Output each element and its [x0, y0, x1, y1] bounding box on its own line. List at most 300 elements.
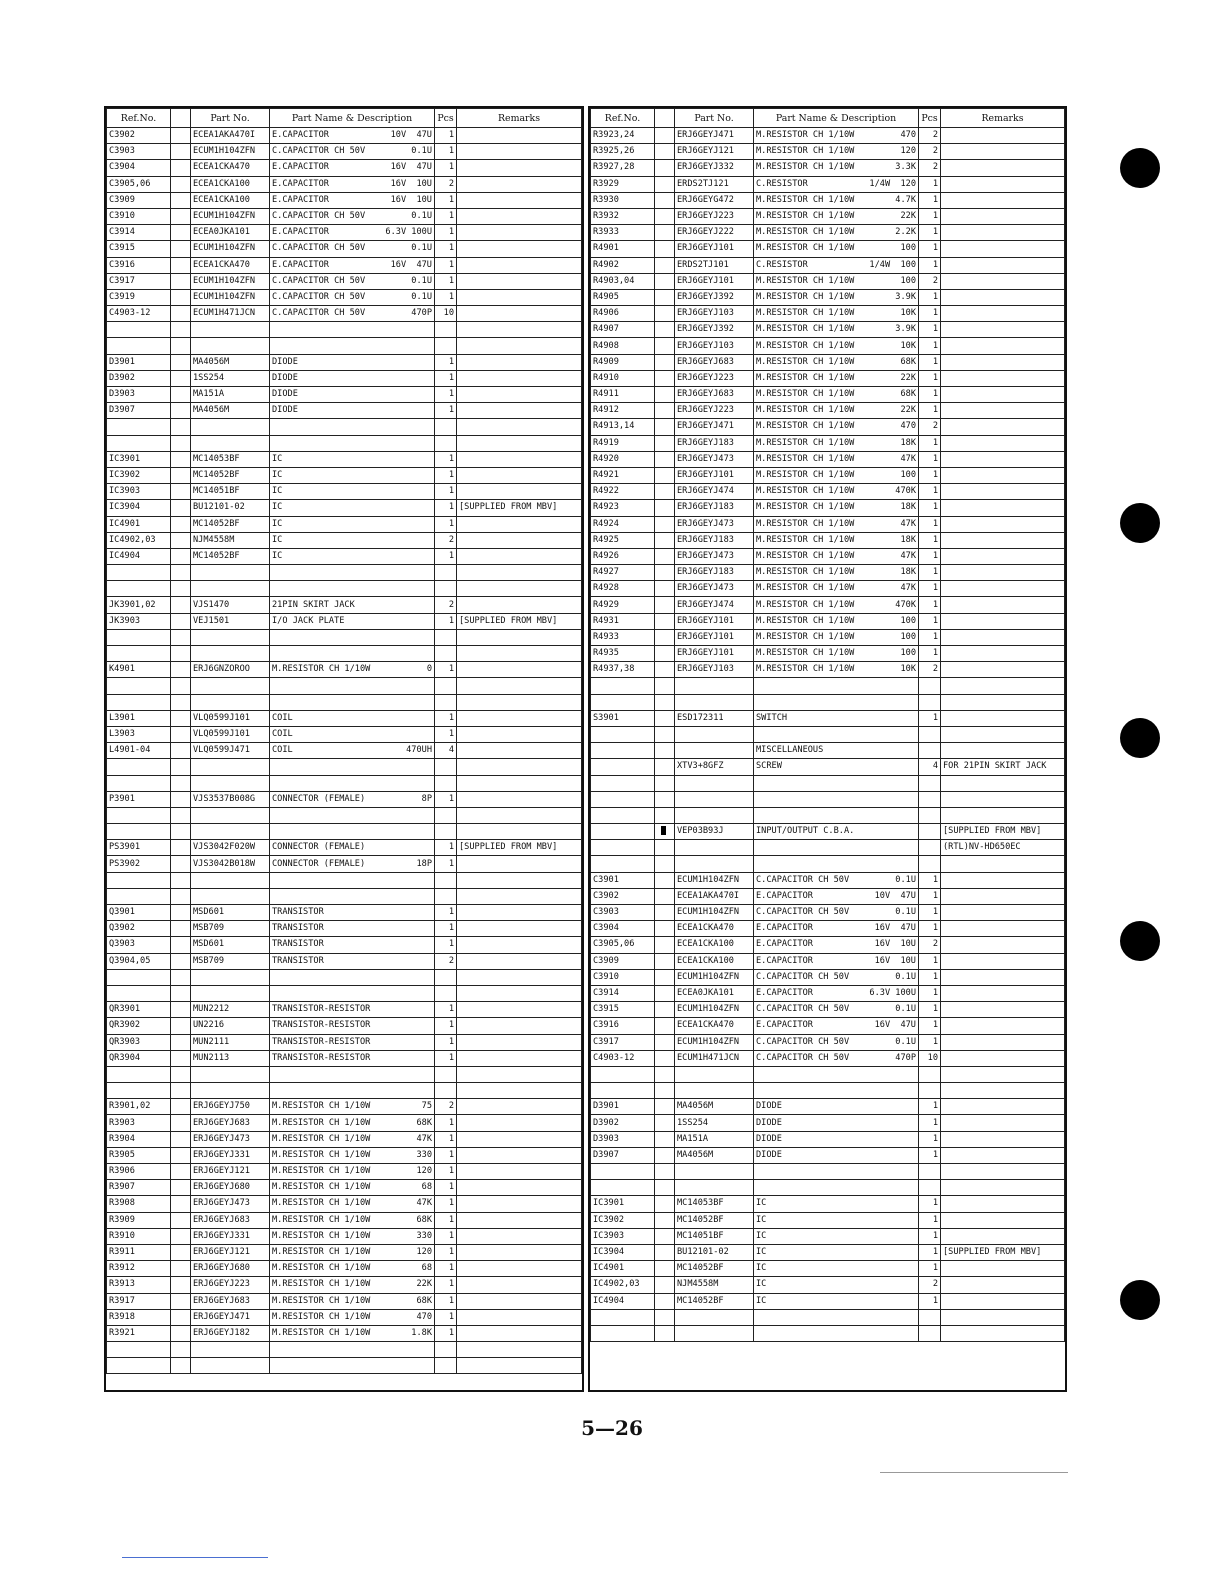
pcs-cell: 1: [919, 516, 941, 532]
table-row: [591, 775, 1065, 791]
remarks-cell: [457, 807, 582, 823]
mark-cell: [655, 208, 675, 224]
pcs-cell: 1: [435, 921, 457, 937]
description-value: 18K: [900, 567, 916, 578]
ref-no-cell: [591, 1083, 655, 1099]
ref-no-cell: C3903: [107, 144, 171, 160]
mark-cell: [171, 1325, 191, 1341]
part-no-cell: ERJ6GEYJ223: [675, 208, 754, 224]
remarks-cell: [457, 1002, 582, 1018]
ref-no-cell: [107, 872, 171, 888]
remarks-cell: [457, 888, 582, 904]
ref-no-cell: R4933: [591, 629, 655, 645]
remarks-cell: [457, 176, 582, 192]
ref-no-cell: R3905: [107, 1147, 171, 1163]
description-cell: [754, 1244, 919, 1260]
part-no-cell: ECEA1CKA470: [191, 257, 270, 273]
description-value: 120: [900, 146, 916, 157]
table-row: [107, 888, 582, 904]
part-no-cell: MUN2212: [191, 1002, 270, 1018]
description-name: M.RESISTOR CH 1/10W: [272, 664, 371, 675]
description-value: 470: [900, 421, 916, 432]
remarks-cell: [457, 306, 582, 322]
description-cell: [270, 629, 435, 645]
ref-no-cell: D3902: [107, 370, 171, 386]
description-value: 47K: [416, 1133, 432, 1144]
description-cell: [270, 1131, 435, 1147]
description-name: M.RESISTOR CH 1/10W: [272, 1133, 371, 1144]
part-no-cell: ECEA0JKA101: [191, 225, 270, 241]
mark-cell: [171, 872, 191, 888]
description-name: M.RESISTOR CH 1/10W: [756, 291, 855, 302]
part-no-cell: ERJ6GEYJ683: [191, 1293, 270, 1309]
ref-no-cell: R3910: [107, 1228, 171, 1244]
part-no-cell: ECUM1H104ZFN: [191, 241, 270, 257]
pcs-cell: [919, 1066, 941, 1082]
pcs-cell: 1: [919, 597, 941, 613]
mark-cell: [171, 985, 191, 1001]
description-cell: [754, 548, 919, 564]
part-no-cell: [191, 322, 270, 338]
part-no-cell: VJS3537B008G: [191, 791, 270, 807]
ref-no-cell: IC3902: [107, 467, 171, 483]
mark-cell: [655, 548, 675, 564]
pcs-cell: [435, 969, 457, 985]
mark-cell: [655, 1018, 675, 1034]
description-name: IC: [272, 550, 283, 561]
mark-cell: [171, 532, 191, 548]
description-value: 100: [900, 648, 916, 659]
ref-no-cell: [591, 856, 655, 872]
mark-cell: [171, 1018, 191, 1034]
description-cell: [270, 322, 435, 338]
ref-no-cell: [107, 419, 171, 435]
description-cell: [270, 743, 435, 759]
ref-no-cell: IC4902,03: [591, 1277, 655, 1293]
table-header: [591, 109, 1065, 128]
part-no-cell: VLQ0599J101: [191, 726, 270, 742]
part-no-cell: [191, 759, 270, 775]
remarks-cell: [457, 338, 582, 354]
description-name: C.CAPACITOR CH 50V: [756, 1052, 850, 1063]
description-cell: [270, 597, 435, 613]
description-cell: [270, 1115, 435, 1131]
remarks-cell: [941, 289, 1065, 305]
mark-cell: [655, 289, 675, 305]
description-name: E.CAPACITOR: [272, 194, 329, 205]
description-value: 1/4W 100: [869, 259, 916, 270]
remarks-cell: [457, 565, 582, 581]
description-value: 3.9K: [895, 324, 916, 335]
description-name: SWITCH: [756, 712, 788, 723]
mark-cell: [171, 905, 191, 921]
mark-cell: [171, 484, 191, 500]
ref-no-cell: R3929: [591, 176, 655, 192]
description-name: M.RESISTOR CH 1/10W: [272, 1279, 371, 1290]
description-cell: [270, 775, 435, 791]
part-no-cell: ERJ6GEYJ101: [675, 273, 754, 289]
description-name: TRANSISTOR-RESISTOR: [272, 1004, 371, 1015]
pcs-cell: 1: [435, 241, 457, 257]
mark-cell: [655, 646, 675, 662]
mark-cell: [655, 516, 675, 532]
remarks-cell: [941, 354, 1065, 370]
description-cell: [270, 1002, 435, 1018]
description-name: M.RESISTOR CH 1/10W: [756, 664, 855, 675]
pcs-cell: 1: [435, 289, 457, 305]
mark-cell: [171, 1050, 191, 1066]
description-value: 16V 47U: [874, 1020, 916, 1031]
ref-no-cell: [591, 743, 655, 759]
pcs-cell: 1: [435, 1196, 457, 1212]
mark-cell: [171, 824, 191, 840]
part-no-cell: [191, 775, 270, 791]
table-row: [107, 953, 582, 969]
description-name: M.RESISTOR CH 1/10W: [272, 1149, 371, 1160]
mark-cell: [655, 273, 675, 289]
table-row: [591, 565, 1065, 581]
remarks-cell: [941, 1180, 1065, 1196]
ref-no-cell: IC3903: [107, 484, 171, 500]
remarks-cell: [941, 403, 1065, 419]
table-row: [591, 759, 1065, 775]
mark-cell: [171, 565, 191, 581]
pcs-cell: 1: [919, 1261, 941, 1277]
mark-cell: [655, 759, 675, 775]
ref-no-cell: [107, 581, 171, 597]
mark-cell: [655, 128, 675, 144]
ref-no-cell: Q3901: [107, 905, 171, 921]
pcs-cell: [435, 1358, 457, 1374]
part-no-cell: ECEA1CKA100: [191, 192, 270, 208]
description-cell: [754, 306, 919, 322]
pcs-cell: 1: [435, 662, 457, 678]
description-cell: [754, 289, 919, 305]
description-name: M.RESISTOR CH 1/10W: [756, 194, 855, 205]
pcs-cell: 2: [919, 419, 941, 435]
mark-cell: [655, 1212, 675, 1228]
ref-no-cell: C3902: [107, 128, 171, 144]
pcs-cell: 1: [435, 710, 457, 726]
pcs-cell: [919, 726, 941, 742]
mark-cell: [171, 1196, 191, 1212]
pcs-cell: 1: [919, 969, 941, 985]
remarks-cell: [941, 128, 1065, 144]
mark-cell: [171, 144, 191, 160]
remarks-cell: [457, 1147, 582, 1163]
remarks-cell: [941, 743, 1065, 759]
remarks-cell: [941, 1002, 1065, 1018]
description-cell: [754, 257, 919, 273]
part-no-cell: ERJ6GEYJ223: [675, 370, 754, 386]
part-no-cell: ERJ6GEYJ103: [675, 662, 754, 678]
mark-cell: [655, 710, 675, 726]
pcs-cell: [435, 322, 457, 338]
table-row: [107, 532, 582, 548]
mark-cell: [655, 241, 675, 257]
table-row: [107, 856, 582, 872]
description-value: 330: [416, 1149, 432, 1160]
description-cell: [270, 467, 435, 483]
table-row: [591, 1115, 1065, 1131]
part-no-cell: ECEA1CKA470: [675, 921, 754, 937]
ref-no-cell: R4922: [591, 484, 655, 500]
part-no-cell: VJS3042B018W: [191, 856, 270, 872]
table-row: [107, 1293, 582, 1309]
pcs-cell: [435, 888, 457, 904]
description-cell: [270, 872, 435, 888]
mark-cell: [655, 1131, 675, 1147]
description-value: 0.1U: [411, 291, 432, 302]
description-cell: [754, 759, 919, 775]
pcs-cell: [435, 807, 457, 823]
remarks-cell: [941, 419, 1065, 435]
part-no-cell: ECUM1H104ZFN: [675, 872, 754, 888]
pcs-cell: 1: [919, 1131, 941, 1147]
ref-no-cell: QR3903: [107, 1034, 171, 1050]
mark-cell: [171, 581, 191, 597]
table-row: [107, 985, 582, 1001]
description-cell: [754, 840, 919, 856]
remarks-cell: [941, 629, 1065, 645]
remarks-cell: [941, 646, 1065, 662]
pcs-cell: 1: [435, 856, 457, 872]
description-cell: [270, 905, 435, 921]
table-row: [107, 937, 582, 953]
mark-cell: [171, 354, 191, 370]
ref-no-cell: [107, 888, 171, 904]
description-cell: [270, 128, 435, 144]
part-no-cell: 1SS254: [191, 370, 270, 386]
mark-cell: [655, 937, 675, 953]
part-no-cell: ERJ6GEYJ101: [675, 629, 754, 645]
mark-cell: [655, 225, 675, 241]
part-no-cell: ERJ6GEYJ680: [191, 1180, 270, 1196]
description-cell: [270, 1066, 435, 1082]
table-row: [107, 289, 582, 305]
mark-cell: [171, 1277, 191, 1293]
table-row: [591, 840, 1065, 856]
description-cell: [270, 516, 435, 532]
mark-cell: [171, 225, 191, 241]
description-cell: [754, 1066, 919, 1082]
pcs-cell: [435, 775, 457, 791]
mark-cell: [655, 354, 675, 370]
table-row: [591, 548, 1065, 564]
part-no-cell: BU12101-02: [191, 500, 270, 516]
description-value: 47K: [900, 550, 916, 561]
description-cell: [754, 208, 919, 224]
ref-no-cell: C3910: [591, 969, 655, 985]
mark-cell: [655, 565, 675, 581]
pcs-cell: 1: [435, 1034, 457, 1050]
table-row: [107, 678, 582, 694]
description-value: 100: [900, 243, 916, 254]
part-no-cell: [675, 694, 754, 710]
remarks-cell: [941, 678, 1065, 694]
part-no-cell: ERJ6GEYJ683: [191, 1115, 270, 1131]
header-desc: Part Name & Description: [270, 109, 435, 128]
remarks-cell: [941, 208, 1065, 224]
remarks-cell: [941, 322, 1065, 338]
ref-no-cell: R4905: [591, 289, 655, 305]
description-cell: [270, 969, 435, 985]
table-row: [107, 1325, 582, 1341]
pcs-cell: 2: [919, 128, 941, 144]
description-cell: [270, 338, 435, 354]
table-header: [107, 109, 582, 128]
description-cell: [754, 1277, 919, 1293]
remarks-cell: [941, 937, 1065, 953]
mark-cell: [171, 743, 191, 759]
pcs-cell: 1: [919, 467, 941, 483]
ref-no-cell: R4921: [591, 467, 655, 483]
table-row: [591, 1196, 1065, 1212]
description-cell: [270, 856, 435, 872]
ref-no-cell: [107, 969, 171, 985]
remarks-cell: [457, 403, 582, 419]
remarks-cell: [941, 160, 1065, 176]
binder-hole: [1120, 503, 1160, 543]
description-value: 68: [421, 1182, 432, 1193]
pcs-cell: 1: [919, 548, 941, 564]
mark-cell: [171, 726, 191, 742]
remarks-cell: [SUPPLIED FROM MBV]: [941, 1244, 1065, 1260]
pcs-cell: 1: [919, 241, 941, 257]
ref-no-cell: [107, 629, 171, 645]
part-no-cell: ERJ6GEYJ473: [191, 1131, 270, 1147]
part-no-cell: ERJ6GEYJ101: [675, 241, 754, 257]
description-value: 22K: [416, 1279, 432, 1290]
mark-cell: [655, 1180, 675, 1196]
part-no-cell: ERJ6GEYJ392: [675, 322, 754, 338]
mark-cell: [171, 1066, 191, 1082]
right-parts-table: [588, 106, 1067, 1392]
part-no-cell: [191, 807, 270, 823]
table-row: [591, 969, 1065, 985]
table-row: [591, 905, 1065, 921]
mark-cell: [171, 403, 191, 419]
description-cell: [754, 1018, 919, 1034]
pcs-cell: 1: [435, 1147, 457, 1163]
table-row: [591, 1018, 1065, 1034]
description-value: 0.1U: [411, 146, 432, 157]
remarks-cell: [457, 1131, 582, 1147]
pcs-cell: [435, 824, 457, 840]
ref-no-cell: IC4904: [591, 1293, 655, 1309]
description-cell: [270, 888, 435, 904]
description-value: 18P: [416, 858, 432, 869]
table-row: [591, 1099, 1065, 1115]
description-cell: [754, 726, 919, 742]
table-row: [591, 500, 1065, 516]
table-row: [107, 451, 582, 467]
part-no-cell: ERJ6GEYJ331: [191, 1228, 270, 1244]
ref-no-cell: C3909: [591, 953, 655, 969]
table-row: [107, 1002, 582, 1018]
remarks-cell: [SUPPLIED FROM MBV]: [457, 840, 582, 856]
description-name: IC: [756, 1247, 767, 1258]
description-cell: [270, 192, 435, 208]
part-no-cell: 1SS254: [675, 1115, 754, 1131]
pcs-cell: 1: [435, 128, 457, 144]
pcs-cell: 10: [919, 1050, 941, 1066]
part-no-cell: ERJ6GEYJ101: [675, 467, 754, 483]
description-cell: [754, 1115, 919, 1131]
part-no-cell: VLQ0599J471: [191, 743, 270, 759]
part-no-cell: [191, 646, 270, 662]
pcs-cell: 2: [919, 937, 941, 953]
mark-cell: [655, 1083, 675, 1099]
ref-no-cell: L4901-04: [107, 743, 171, 759]
ref-no-cell: [107, 694, 171, 710]
table-row: [591, 888, 1065, 904]
mark-cell: [655, 1066, 675, 1082]
description-name: I/O JACK PLATE: [272, 615, 345, 626]
part-no-cell: ERJ6GNZOROO: [191, 662, 270, 678]
description-value: 16V 47U: [390, 162, 432, 173]
pcs-cell: 1: [435, 791, 457, 807]
pcs-cell: [919, 1164, 941, 1180]
table-row: [107, 1212, 582, 1228]
part-no-cell: ERJ6GEYJ750: [191, 1099, 270, 1115]
mark-cell: [171, 775, 191, 791]
part-no-cell: NJM4558M: [675, 1277, 754, 1293]
ref-no-cell: R4928: [591, 581, 655, 597]
table-row: [107, 484, 582, 500]
ref-no-cell: JK3903: [107, 613, 171, 629]
description-value: 330: [416, 1230, 432, 1241]
description-cell: [270, 1212, 435, 1228]
pcs-cell: [435, 1066, 457, 1082]
description-name: CONNECTOR (FEMALE): [272, 842, 366, 853]
part-no-cell: ECEA1AKA470I: [675, 888, 754, 904]
pcs-cell: 2: [435, 597, 457, 613]
ref-no-cell: C3916: [107, 257, 171, 273]
part-no-cell: ERJ6GEYJ474: [675, 484, 754, 500]
mark-cell: [655, 1293, 675, 1309]
mark-cell: [171, 435, 191, 451]
part-no-cell: MC14053BF: [191, 451, 270, 467]
description-value: 8P: [421, 793, 432, 804]
table-row: [591, 662, 1065, 678]
part-no-cell: ERDS2TJ101: [675, 257, 754, 273]
remarks-cell: [457, 678, 582, 694]
ref-no-cell: R4926: [591, 548, 655, 564]
description-value: 0.1U: [895, 1004, 916, 1015]
ref-no-cell: R4911: [591, 387, 655, 403]
part-no-cell: [675, 1066, 754, 1082]
description-name: TRANSISTOR: [272, 907, 324, 918]
pcs-cell: 1: [919, 921, 941, 937]
remarks-cell: [457, 791, 582, 807]
description-cell: [754, 969, 919, 985]
description-name: MISCELLANEOUS: [756, 745, 824, 756]
description-name: M.RESISTOR CH 1/10W: [756, 583, 855, 594]
table-row: [107, 565, 582, 581]
remarks-cell: [941, 872, 1065, 888]
table-row: [107, 1083, 582, 1099]
remarks-cell: [941, 1309, 1065, 1325]
description-cell: [754, 370, 919, 386]
ref-no-cell: R4912: [591, 403, 655, 419]
part-no-cell: [191, 1083, 270, 1099]
table-row: [591, 516, 1065, 532]
description-cell: [270, 1342, 435, 1358]
pcs-cell: [435, 565, 457, 581]
remarks-cell: [941, 1196, 1065, 1212]
description-cell: [270, 208, 435, 224]
